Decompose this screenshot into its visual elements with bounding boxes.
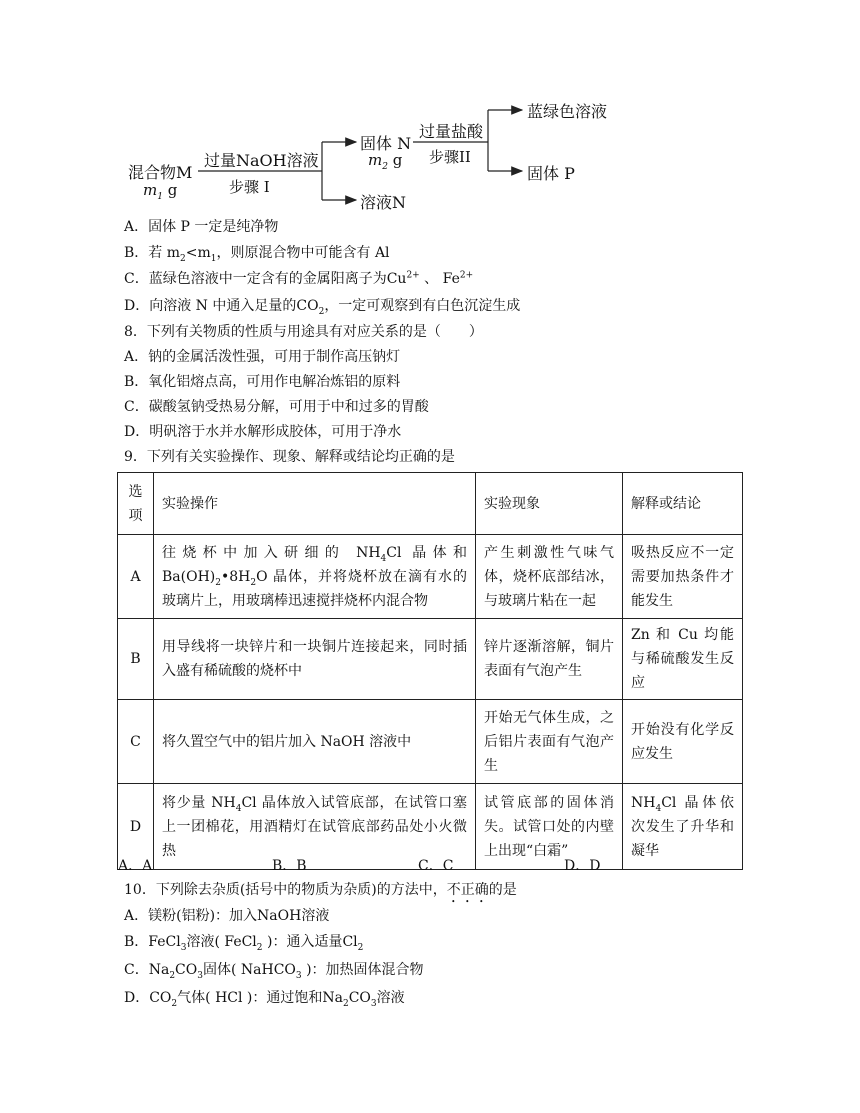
q10-option-b: B．FeCl$_3$溶液( FeCl$_2$ )：通入适量$Cl_2$ <box>124 934 364 953</box>
mass-m1-label: $m_1$ g <box>143 181 178 202</box>
q10-option-a: A．镁粉(铝粉)：加入NaOH溶液 <box>124 908 330 924</box>
row-option: D <box>118 784 154 870</box>
row-phenomenon: 试管底部的固体消失。试管口处的内壁上出现“白霜” <box>476 784 623 870</box>
row-option: C <box>118 700 154 784</box>
q7-option-d: D．向溶液 N 中通入足量的$CO_2$，一定可观察到有白色沉淀生成 <box>124 298 521 317</box>
solid-p-label: 固体 P <box>527 164 575 183</box>
q8-option-b: B．氧化铝熔点高，可用作电解冶炼铝的原料 <box>124 374 401 390</box>
q8-option-c: C．碳酸氢钠受热易分解，可用于中和过多的胃酸 <box>124 399 429 415</box>
q8-option-a: A．钠的金属活泼性强，可用于制作高压钠灯 <box>124 349 401 365</box>
step2-reagent-label: 过量盐酸 <box>419 122 484 141</box>
q9-answer-d: D．D <box>564 858 601 874</box>
q7-option-a: A．固体 P 一定是纯净物 <box>124 219 279 235</box>
q7-option-c: C．蓝绿色溶液中一定含有的金属阳离子为$Cu^{2+}$ 、 $Fe^{2+}$ <box>124 270 474 287</box>
row-operation: 往烧杯中加入研细的 $NH_4Cl$ 晶体和$Ba(OH)_2•8H_2O$ 晶体，并将烧杯放在滴有水的玻璃片上，用玻璃棒迅速搅拌烧杯内混合物 <box>154 535 476 619</box>
q8-stem: 8．下列有关物质的性质与用途具有对应关系的是（ ） <box>124 324 483 340</box>
q9-stem: 9．下列有关实验操作、现象、解释或结论均正确的是 <box>124 449 455 465</box>
table-row <box>118 700 743 784</box>
q7-option-b: B．若 $m_2<m_1$，则原混合物中可能含有 Al <box>124 245 390 264</box>
row-conclusion: $NH_4Cl$ 晶体依次发生了升华和凝华 <box>623 784 743 870</box>
q8-option-d: D．明矾溶于水并水解形成胶体，可用于净水 <box>124 424 402 440</box>
step1-reagent-label: 过量NaOH溶液 <box>204 151 319 170</box>
q10-option-d: D．$CO_2$气体( HCl )：通过饱和$Na_2CO_3$溶液 <box>124 990 405 1009</box>
row-operation: 将少量 $NH_4Cl$ 晶体放入试管底部，在试管口塞上一团棉花，用酒精灯在试管底部药品处小火微热 <box>154 784 476 870</box>
q10-emphasis: 不正确 <box>446 882 489 898</box>
mass-m2-label: $m_2$ g <box>368 151 403 172</box>
row-conclusion: 开始没有化学反应发生 <box>623 700 743 784</box>
table-header-row <box>118 473 743 535</box>
q10-option-c: C．$Na_2CO_3$固体( NaHCO$_3$ )：加热固体混合物 <box>124 962 424 981</box>
table-row <box>118 535 743 619</box>
blue-green-solution-label: 蓝绿色溶液 <box>527 102 608 121</box>
header-option: 选项 <box>118 473 154 535</box>
row-phenomenon: 锌片逐渐溶解，铜片表面有气泡产生 <box>476 619 623 700</box>
q9-answer-a: A．A <box>118 858 153 874</box>
row-option: B <box>118 619 154 700</box>
header-operation: 实验操作 <box>154 473 476 535</box>
mixture-m-label: 混合物M <box>128 163 193 182</box>
row-operation: 将久置空气中的铝片加入 NaOH 溶液中 <box>154 700 476 784</box>
row-operation: 用导线将一块锌片和一块铜片连接起来，同时插入盛有稀硫酸的烧杯中 <box>154 619 476 700</box>
row-conclusion: Zn 和 Cu 均能与稀硫酸发生反应 <box>623 619 743 700</box>
q9-table <box>117 472 743 870</box>
header-conclusion: 解释或结论 <box>623 473 743 535</box>
solid-n-label: 固体 N <box>360 134 412 153</box>
row-phenomenon: 开始无气体生成，之后铝片表面有气泡产生 <box>476 700 623 784</box>
q9-answer-c: C．C <box>418 858 454 874</box>
q9-answer-b: B．B <box>272 858 307 874</box>
row-option: A <box>118 535 154 619</box>
step1-label: 步骤 I <box>229 178 270 196</box>
row-conclusion: 吸热反应不一定需要加热条件才能发生 <box>623 535 743 619</box>
row-phenomenon: 产生刺激性气味气体，烧杯底部结冰，与玻璃片粘在一起 <box>476 535 623 619</box>
header-phenomenon: 实验现象 <box>476 473 623 535</box>
table-row <box>118 619 743 700</box>
q10-stem: 10．下列除去杂质(括号中的物质为杂质)的方法中，不正确的是 <box>124 882 517 898</box>
solution-n-label: 溶液N <box>360 193 407 212</box>
step2-label: 步骤II <box>429 148 471 166</box>
